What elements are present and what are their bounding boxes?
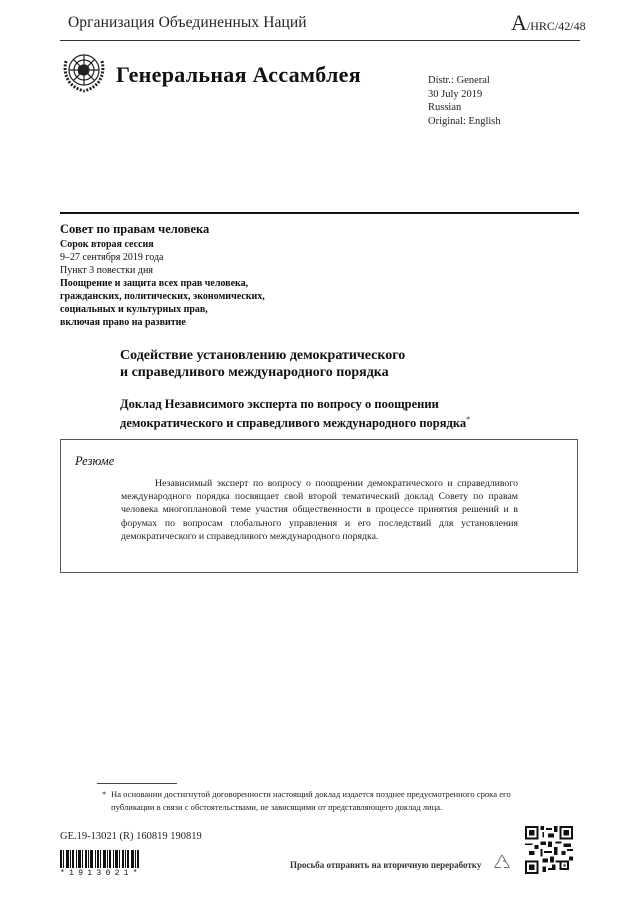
section-rule — [60, 212, 579, 214]
barcode-icon — [60, 850, 153, 868]
summary-text: Независимый эксперт по вопросу о поощрении демократического и справедливого международного порядка посвящает свой второй тематический доклад Совету по правам человека многоплановой теме участия общественности в процессе принятия решений и в форумах по вопросам глобального управления и его последствий для установления демократического и справедливого международного порядка. — [121, 478, 518, 542]
symbol-rest: /HRC/42/48 — [526, 19, 586, 33]
agenda-title-line: Поощрение и защита всех прав человека, — [60, 278, 249, 289]
title-line: Содействие установлению демократического — [120, 348, 406, 363]
document-symbol — [511, 10, 586, 36]
summary-heading: Резюме — [75, 454, 115, 468]
council-name: Совет по правам человека — [60, 222, 210, 236]
agenda-title-line: гражданских, политических, экономических, — [60, 291, 265, 302]
assembly-title: Генеральная Ассамблея — [116, 62, 361, 87]
footnote-star: * — [102, 789, 107, 799]
report-title — [120, 397, 470, 431]
original-language-line: Original: English — [428, 115, 501, 127]
title-line: и справедливого международного порядка — [120, 365, 389, 380]
footnote-text: На основании достигнутой договоренности настоящий доклад издается позднее предусмотренного срока его публикации в связи с обстоятельствами, не зависящими от представляющего доклад лица. — [111, 789, 511, 812]
footnote-marker[interactable]: * — [466, 415, 471, 424]
recycle-icon — [493, 853, 511, 871]
session-block — [60, 238, 265, 329]
qr-code-icon — [525, 826, 573, 874]
organization-name: Организация Объединенных Наций — [68, 14, 307, 31]
recycle-text: Просьба отправить на вторичную переработку — [290, 860, 482, 870]
symbol-prefix: A — [511, 10, 527, 35]
date-line: 30 July 2019 — [428, 88, 483, 100]
distribution-block — [428, 74, 501, 128]
footnote — [102, 788, 511, 814]
session-name: Сорок вторая сессия — [60, 239, 154, 250]
header-rule — [60, 40, 580, 41]
distribution-line: Distr.: General — [428, 75, 490, 86]
agenda-title-line: включая право на развитие — [60, 317, 186, 328]
report-title-line: Доклад Независимого эксперта по вопросу о поощрении — [120, 397, 439, 411]
session-dates: 9–27 сентября 2019 года — [60, 252, 164, 263]
agenda-item: Пункт 3 повестки дня — [60, 265, 153, 276]
report-title-line: демократического и справедливого международного порядка — [120, 416, 467, 431]
barcode-number: *1913021* — [60, 869, 142, 878]
language-line: Russian — [428, 102, 462, 113]
un-emblem-icon — [60, 47, 108, 95]
job-number: GE.19-13021 (R) 160819 190819 — [60, 831, 202, 842]
footnote-rule — [97, 783, 177, 784]
agenda-title-line: социальных и культурных прав, — [60, 304, 208, 315]
document-title — [120, 347, 405, 381]
